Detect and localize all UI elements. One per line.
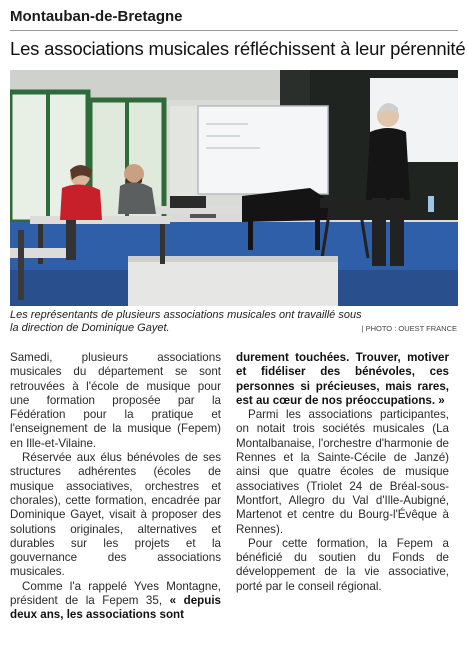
paragraph-2: Réservée aux élus bénévoles de ses structures adhérentes (écoles de musique associatives, orchestres et chorales), cette formation, encadrée par Dominique Gayet, visait à proposer des solutions originales, alternatives et durables sur les projets et la gouvernance des associations musicales. [10,451,221,579]
paragraph-1: Samedi, plusieurs associations musicales du département se sont retrouvées à l'école de musique pour une formation proposée par la Fédération pour la pratique et l'enseignement de la musique (Fepem) en Ille-et-Vilaine. [10,351,221,450]
paragraph-3-text: Comme l'a rappelé Yves Montagne, président de la Fepem 35, [10,579,221,608]
caption-line-2: la direction de Dominique Gayet. [10,322,170,334]
paragraph-4: Parmi les associations participantes, on notait trois sociétés musicales (La Montalbanaise, l'orchestre d'harmonie de Rennes et la Sainte-Cécile de Janzé) ainsi que quatre écoles de musique associatives (Triolet 24 de Bréal-sous-Montfort, Allegro du Val d'Ille-Aubigné, Martenot et centre du Bourg-l'Évêque à Rennes). [236,408,449,536]
page-top-edge [0,0,468,4]
header-divider [10,30,458,31]
article-headline: Les associations musicales réfléchissent à leur pérennité [10,38,466,59]
article-column-left [10,351,221,623]
article-column-right [236,351,449,594]
paragraph-5: Pour cette formation, la Fepem a bénéficié du soutien du Fonds de développement de la vie associative, porté par le conseil régional. [236,536,449,593]
photo-caption [10,309,390,335]
quote-continuation [236,351,449,408]
caption-line-1: Les représentants de plusieurs associations musicales ont travaillé sous [10,309,362,321]
quote-start: « depuis deux ans, les associations sont [10,594,221,622]
photo-credit: | PHOTO : OUEST FRANCE [361,324,457,333]
paragraph-3 [10,580,221,623]
article-photo [10,70,458,306]
quote-end: durement touchées. Trouver, motiver et fidéliser des bénévoles, ces personnes si précieuses, mais rares, est au cœur de nos préoccupations. » [236,351,449,407]
article-location: Montauban-de-Bretagne [10,8,183,25]
